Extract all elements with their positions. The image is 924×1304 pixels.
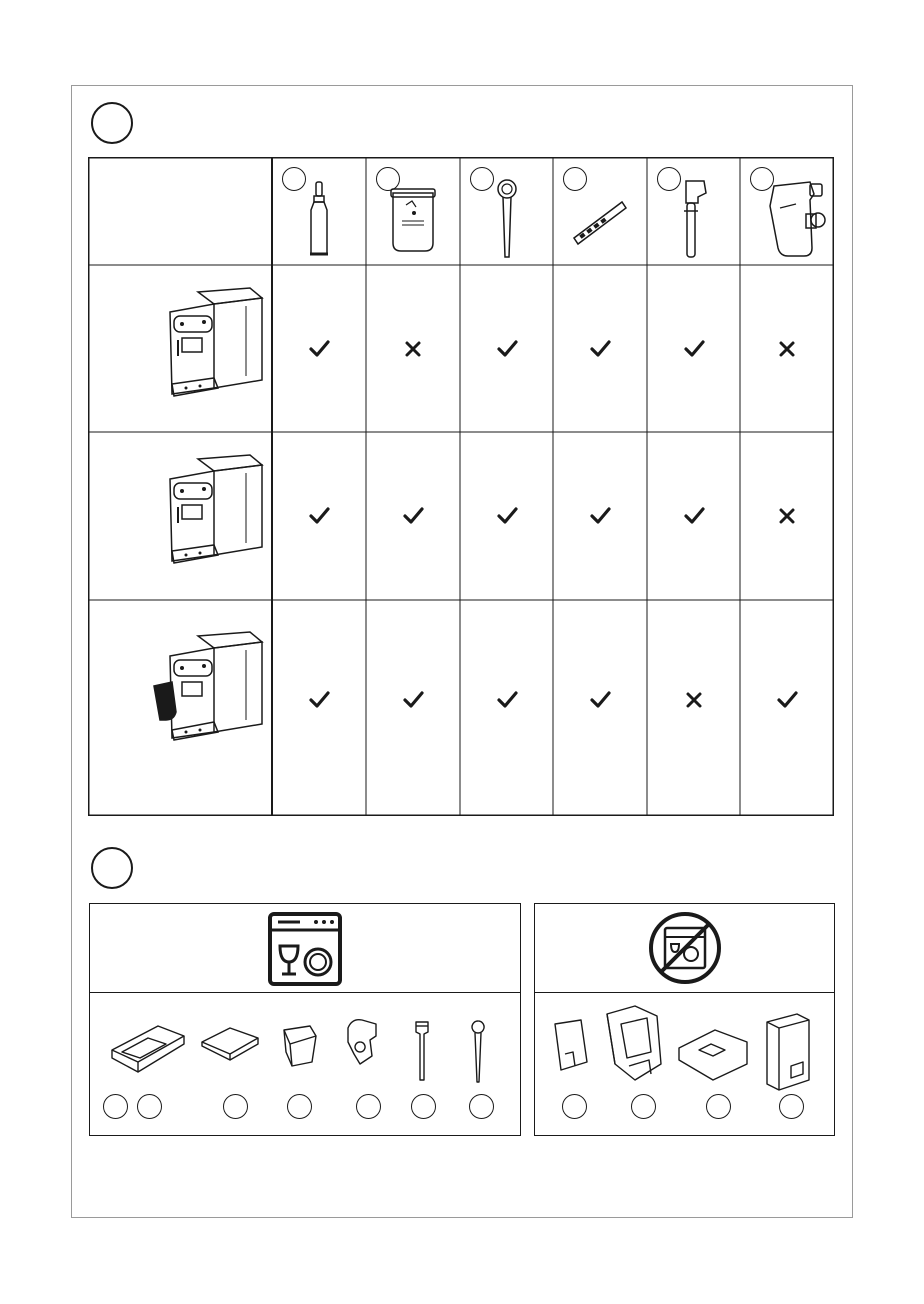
brew-group-icon xyxy=(601,1004,665,1084)
check-mark-icon xyxy=(272,265,366,432)
measuring-scoop-icon xyxy=(470,1020,486,1084)
coffee-machine-icon xyxy=(160,451,270,581)
accessory-header-cell xyxy=(366,157,460,265)
check-mark-icon xyxy=(460,265,553,432)
drip-tray-cover-icon xyxy=(200,1022,260,1066)
accessory-number-circle xyxy=(282,167,306,191)
cross-mark-icon xyxy=(366,265,460,432)
check-mark-icon xyxy=(366,600,460,800)
check-mark-icon xyxy=(647,432,740,600)
check-mark-icon xyxy=(740,600,834,800)
water-filter-icon xyxy=(388,187,438,257)
part-number-circle xyxy=(103,1094,128,1119)
measuring-scoop-icon xyxy=(492,177,522,261)
milk-tube-icon xyxy=(674,177,714,261)
coffee-machine-with-milk-carafe-icon xyxy=(150,628,270,758)
part-number-circle xyxy=(411,1094,436,1119)
water-hardness-test-strip-icon xyxy=(570,186,630,246)
accessory-number-circle xyxy=(657,167,681,191)
accessory-number-circle xyxy=(470,167,494,191)
part-number-circle xyxy=(706,1094,731,1119)
machine-cell xyxy=(88,432,272,600)
no-dishwasher-icon xyxy=(647,910,723,986)
dishwasher-safe-panel xyxy=(89,903,521,1136)
accessory-compatibility-table xyxy=(88,157,834,816)
check-mark-icon xyxy=(647,265,740,432)
accessory-header-cell xyxy=(740,157,834,265)
accessory-header-cell xyxy=(272,157,366,265)
check-mark-icon xyxy=(272,432,366,600)
check-mark-icon xyxy=(553,600,647,800)
coffee-grounds-container-icon xyxy=(280,1022,320,1072)
accessory-number-circle xyxy=(376,167,400,191)
part-number-circle xyxy=(356,1094,381,1119)
not-dishwasher-safe-panel xyxy=(534,903,835,1136)
bean-hopper-lid-icon xyxy=(675,1026,751,1082)
check-mark-icon xyxy=(460,600,553,800)
grease-tube-icon xyxy=(299,180,339,260)
accessory-number-circle xyxy=(750,167,774,191)
accessory-header-cell xyxy=(460,157,553,265)
water-tank-icon xyxy=(763,1012,813,1092)
check-mark-icon xyxy=(553,265,647,432)
check-mark-icon xyxy=(366,432,460,600)
machine-cell xyxy=(88,600,272,816)
part-number-circle xyxy=(287,1094,312,1119)
cross-mark-icon xyxy=(740,432,834,600)
dishwasher-icon xyxy=(268,912,342,986)
part-number-circle xyxy=(779,1094,804,1119)
drip-tray-icon xyxy=(108,1016,188,1076)
section-number-circle xyxy=(91,102,133,144)
check-mark-icon xyxy=(460,432,553,600)
part-number-circle xyxy=(631,1094,656,1119)
milk-tube-icon xyxy=(412,1020,432,1084)
milk-carafe-icon xyxy=(762,176,832,260)
milk-frother-icon xyxy=(342,1016,382,1072)
cross-mark-icon xyxy=(647,600,740,800)
section-number-circle xyxy=(91,847,133,889)
check-mark-icon xyxy=(272,600,366,800)
accessory-header-cell xyxy=(647,157,740,265)
cross-mark-icon xyxy=(740,265,834,432)
part-number-circle xyxy=(137,1094,162,1119)
coffee-machine-icon xyxy=(160,284,270,414)
part-number-circle xyxy=(562,1094,587,1119)
machine-cell xyxy=(88,265,272,432)
part-number-circle xyxy=(469,1094,494,1119)
part-number-circle xyxy=(223,1094,248,1119)
check-mark-icon xyxy=(553,432,647,600)
accessory-header-cell xyxy=(553,157,647,265)
ground-coffee-funnel-icon xyxy=(551,1018,591,1074)
accessory-number-circle xyxy=(563,167,587,191)
